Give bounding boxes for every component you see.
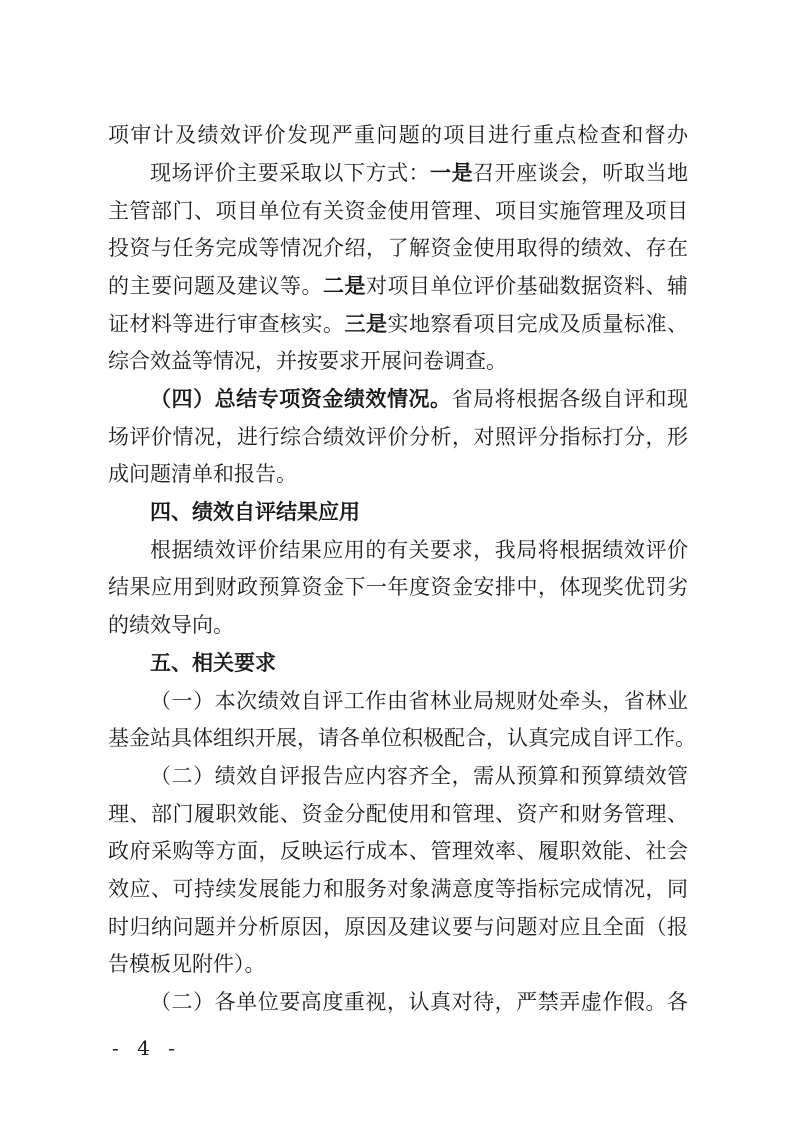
text-line: 成问题清单和报告。 — [108, 462, 297, 486]
emphasis: 三是 — [344, 311, 388, 336]
text-line: 政府采购等方面，反映运行成本、管理效率、履职效能、社会 — [108, 839, 688, 863]
text-run: 对项目单位评价基础数据资料、辅 — [366, 274, 688, 298]
text-line: 效应、可持续发展能力和服务对象满意度等指标完成情况，同 — [108, 877, 688, 901]
text-line: （二）绩效自评报告应内容齐全，需从预算和预算绩效管 — [150, 764, 688, 788]
text-line — [150, 384, 688, 414]
page-number: - 4 - — [112, 1036, 181, 1060]
text-line: 项审计及绩效评价发现严重问题的项目进行重点检查和督办 — [108, 123, 688, 147]
text-line: 主管部门、项目单位有关资金使用管理、项目实施管理及项目 — [108, 199, 688, 223]
emphasis: 二是 — [323, 273, 366, 298]
text-run: 省局将根据各级自评和现 — [451, 387, 689, 411]
text-line: （一）本次绩效自评工作由省林业局规财处牵头，省林业 — [150, 689, 688, 713]
text-run: 召开座谈会，听取当地 — [473, 161, 689, 185]
text-line: 时归纳问题并分析原因，原因及建议要与问题对应且全面（报 — [108, 915, 688, 939]
text-line: （二）各单位要高度重视，认真对待，严禁弄虚作假。各 — [150, 990, 688, 1014]
text-line: 理、部门履职效能、资金分配使用和管理、资产和财务管理、 — [108, 802, 688, 826]
section-heading: 四、绩效自评结果应用 — [150, 499, 360, 524]
text-line: 投资与任务完成等情况介绍，了解资金使用取得的绩效、存在 — [108, 236, 688, 260]
text-line: 场评价情况，进行综合绩效评价分析，对照评分指标打分，形 — [108, 425, 688, 449]
text-line: 告模板见附件）。 — [108, 952, 266, 976]
text-line — [150, 158, 688, 188]
text-run: 实地察看项目完成及质量标准、 — [387, 312, 688, 336]
text-line — [108, 309, 688, 339]
text-run: 的主要问题及建议等。 — [108, 274, 323, 298]
text-line: 综合效益等情况，并按要求开展问卷调查。 — [108, 349, 507, 373]
subheading: （四）总结专项资金绩效情况。 — [150, 386, 452, 411]
text-line: 的绩效导向。 — [108, 613, 234, 637]
section-heading: 五、相关要求 — [150, 650, 276, 675]
text-line: 基金站具体组织开展，请各单位积极配合，认真完成自评工作。 — [108, 726, 696, 750]
text-run: 证材料等进行审查核实。 — [108, 312, 345, 336]
text-line — [108, 271, 688, 301]
emphasis: 一是 — [430, 160, 474, 185]
text-line: 根据绩效评价结果应用的有关要求，我局将根据绩效评价 — [150, 538, 688, 562]
text-line: 结果应用到财政预算资金下一年度资金安排中，体现奖优罚劣 — [108, 575, 688, 599]
text-run: 现场评价主要采取以下方式： — [150, 161, 431, 185]
